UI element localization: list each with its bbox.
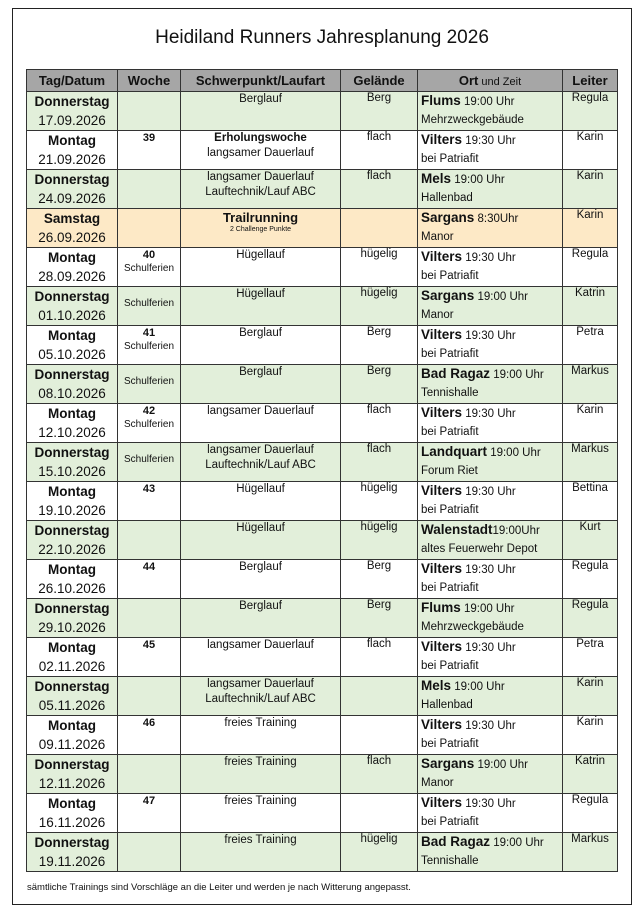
header-terrain: Gelände [341,70,418,92]
cell-week [118,833,181,872]
week-number: 45 [142,639,156,651]
cell-date [27,326,118,365]
venue: bei Patriafit [421,270,479,282]
week-number: 47 [142,795,156,807]
cell-focus [181,404,341,443]
city: Bad Ragaz [421,366,491,381]
table-row [27,92,618,131]
date: 28.09.2026 [38,269,106,284]
table-row [27,443,618,482]
cell-place [418,365,563,404]
cell-date [27,443,118,482]
header-place-main: Ort [458,73,479,88]
cell-terrain: hügelig [341,287,418,326]
cell-terrain: flach [341,131,418,170]
time: 19:30 Uhr [462,642,516,654]
cell-week [118,170,181,209]
date: 17.09.2026 [38,113,106,128]
venue: Mehrzweckgebäude [421,621,524,633]
cell-leader: Karin [563,209,618,248]
time: 19:00 Uhr [490,369,544,381]
week-number: 43 [142,483,156,495]
city: Vilters [421,327,463,342]
cell-leader: Markus [563,365,618,404]
venue: Hallenbad [421,192,473,204]
city: Mels [421,678,452,693]
schedule-table [26,69,618,872]
cell-leader: Bettina [563,482,618,521]
cell-date [27,794,118,833]
table-row [27,833,618,872]
venue: altes Feuerwehr Depot [421,543,538,555]
cell-terrain: Berg [341,326,418,365]
cell-place [418,92,563,131]
focus-text: Hügellauf [236,522,285,534]
venue: bei Patriafit [421,153,479,165]
cell-terrain: flach [341,170,418,209]
cell-place [418,599,563,638]
table-row [27,482,618,521]
focus-text: Hügellauf [236,288,285,300]
cell-terrain: Berg [341,92,418,131]
cell-leader: Markus [563,443,618,482]
cell-leader: Katrin [563,755,618,794]
venue: bei Patriafit [421,582,479,594]
cell-date [27,482,118,521]
cell-place [418,248,563,287]
weekday: Montag [48,406,96,421]
cell-focus [181,92,341,131]
city: Bad Ragaz [421,834,491,849]
cell-week [118,365,181,404]
focus-text: langsamer Dauerlauf [207,639,314,651]
holiday-note: Schulferien [123,419,175,430]
cell-date [27,521,118,560]
cell-place [418,794,563,833]
time: 19:00 Uhr [474,291,528,303]
weekday: Montag [48,133,96,148]
cell-leader: Katrin [563,287,618,326]
cell-place [418,326,563,365]
cell-date [27,365,118,404]
cell-focus [181,521,341,560]
table-row [27,287,618,326]
focus-text: langsamer Dauerlauf Lauftechnik/Lauf ABC [205,171,316,198]
cell-focus [181,833,341,872]
time: 19:00 Uhr [451,174,505,186]
focus-subnote: 2 Challenge Punkte [229,226,292,233]
weekday: Montag [48,562,96,577]
focus-text: Hügellauf [236,249,285,261]
cell-week [118,716,181,755]
document-page [12,8,632,905]
focus-text: Berglauf [239,93,282,105]
cell-place [418,677,563,716]
focus-text: langsamer Dauerlauf [207,147,314,159]
cell-terrain [341,716,418,755]
holiday-note: Schulferien [123,263,175,274]
venue: bei Patriafit [421,816,479,828]
cell-terrain: flach [341,404,418,443]
cell-date [27,209,118,248]
cell-place [418,560,563,599]
weekday: Donnerstag [34,757,110,772]
focus-text: Hügellauf [236,483,285,495]
time: 8:30Uhr [474,213,519,225]
cell-focus [181,131,341,170]
focus-text: Trailrunning [222,210,299,225]
weekday: Donnerstag [34,445,110,460]
cell-week [118,638,181,677]
cell-terrain: Berg [341,599,418,638]
table-row [27,209,618,248]
table-row [27,248,618,287]
cell-week [118,404,181,443]
venue: bei Patriafit [421,348,479,360]
cell-focus [181,755,341,794]
cell-leader: Markus [563,833,618,872]
cell-week [118,287,181,326]
cell-terrain: flach [341,443,418,482]
cell-date [27,287,118,326]
focus-text: freies Training [224,795,297,807]
venue: Manor [421,777,454,789]
cell-place [418,482,563,521]
header-week: Woche [118,70,181,92]
weekday: Samstag [43,211,101,226]
venue: Forum Riet [421,465,478,477]
focus-text: langsamer Dauerlauf [207,405,314,417]
city: Flums [421,93,461,108]
header-focus: Schwerpunkt/Laufart [181,70,341,92]
cell-terrain: Berg [341,365,418,404]
weekday: Donnerstag [34,94,110,109]
focus-text: freies Training [224,834,297,846]
cell-date [27,170,118,209]
header-place [418,70,563,92]
venue: Hallenbad [421,699,473,711]
city: Vilters [421,483,463,498]
cell-week [118,521,181,560]
date: 29.10.2026 [38,620,106,635]
cell-place [418,716,563,755]
holiday-note: Schulferien [123,376,175,387]
cell-leader: Karin [563,170,618,209]
time: 19:30 Uhr [462,720,516,732]
city: Vilters [421,795,463,810]
table-body [27,92,618,872]
weekday: Donnerstag [34,523,110,538]
time: 19:30 Uhr [462,564,516,576]
city: Vilters [421,132,463,147]
cell-focus [181,638,341,677]
cell-date [27,560,118,599]
date: 15.10.2026 [38,464,106,479]
cell-place [418,755,563,794]
cell-leader: Regula [563,92,618,131]
cell-leader: Karin [563,677,618,716]
focus-text: Berglauf [239,561,282,573]
focus-text: langsamer Dauerlauf Lauftechnik/Lauf ABC [205,444,316,471]
cell-terrain: hügelig [341,521,418,560]
table-row [27,404,618,443]
date: 19.10.2026 [38,503,106,518]
weekday: Montag [48,796,96,811]
header-place-suffix: und Zeit [478,76,522,88]
time: 19:30 Uhr [462,252,516,264]
cell-focus [181,287,341,326]
table-row [27,521,618,560]
cell-focus [181,170,341,209]
date: 19.11.2026 [38,854,106,869]
weekday: Montag [48,250,96,265]
focus-text: freies Training [224,756,297,768]
cell-date [27,677,118,716]
date: 22.10.2026 [38,542,106,557]
cell-leader: Kurt [563,521,618,560]
cell-week [118,755,181,794]
weekday: Donnerstag [34,289,110,304]
header-leader: Leiter [563,70,618,92]
week-number: 44 [142,561,156,573]
focus-text: freies Training [224,717,297,729]
cell-leader: Karin [563,404,618,443]
cell-date [27,833,118,872]
cell-place [418,131,563,170]
focus-highlight: Erholungswoche [214,132,307,144]
cell-date [27,638,118,677]
date: 16.11.2026 [38,815,106,830]
city: Mels [421,171,452,186]
date: 12.10.2026 [38,425,106,440]
cell-leader: Regula [563,794,618,833]
cell-week [118,677,181,716]
focus-text: langsamer Dauerlauf Lauftechnik/Lauf ABC [205,678,316,705]
date: 01.10.2026 [38,308,106,323]
date: 05.11.2026 [38,698,106,713]
table-row [27,755,618,794]
venue: bei Patriafit [421,426,479,438]
venue: bei Patriafit [421,504,479,516]
table-row [27,677,618,716]
cell-week [118,794,181,833]
date: 05.10.2026 [38,347,106,362]
table-row [27,638,618,677]
date: 02.11.2026 [38,659,106,674]
focus-text: Berglauf [239,366,282,378]
table-row [27,560,618,599]
cell-focus [181,443,341,482]
focus-text: Berglauf [239,327,282,339]
cell-terrain: hügelig [341,482,418,521]
footer-note: sämtliche Trainings sind Vorschläge an die Leiter und werden je nach Witterung angepasst. [27,882,411,893]
cell-place [418,443,563,482]
cell-date [27,716,118,755]
cell-focus [181,794,341,833]
time: 19:00 Uhr [474,759,528,771]
weekday: Montag [48,718,96,733]
date: 24.09.2026 [38,191,106,206]
cell-place [418,521,563,560]
cell-date [27,599,118,638]
table-row [27,716,618,755]
week-number: 42 [142,405,156,417]
table-row [27,599,618,638]
weekday: Donnerstag [34,835,110,850]
weekday: Donnerstag [34,367,110,382]
cell-date [27,92,118,131]
city: Vilters [421,639,463,654]
weekday: Montag [48,328,96,343]
time: 19:30 Uhr [462,408,516,420]
table-row [27,326,618,365]
cell-place [418,404,563,443]
cell-terrain: hügelig [341,833,418,872]
venue: Manor [421,231,454,243]
cell-terrain: flach [341,755,418,794]
cell-leader: Regula [563,248,618,287]
time: 19:00 Uhr [487,447,541,459]
cell-week [118,599,181,638]
city: Sargans [421,756,475,771]
table-header-row [27,70,618,92]
holiday-note: Schulferien [123,341,175,352]
time: 19:00Uhr [492,525,540,537]
venue: Tennishalle [421,387,479,399]
time: 19:30 Uhr [462,798,516,810]
cell-week [118,326,181,365]
city: Sargans [421,210,475,225]
cell-terrain: Berg [341,560,418,599]
date: 12.11.2026 [38,776,106,791]
cell-week [118,248,181,287]
cell-leader: Petra [563,638,618,677]
time: 19:30 Uhr [462,330,516,342]
table-row [27,794,618,833]
time: 19:00 Uhr [490,837,544,849]
cell-date [27,404,118,443]
table-row [27,170,618,209]
cell-leader: Regula [563,560,618,599]
cell-terrain [341,209,418,248]
date: 09.11.2026 [38,737,106,752]
time: 19:00 Uhr [460,603,515,615]
week-number: 46 [142,717,156,729]
time: 19:30 Uhr [462,135,516,147]
cell-week [118,209,181,248]
cell-place [418,833,563,872]
weekday: Montag [48,640,96,655]
week-number: 39 [142,132,156,144]
date: 26.10.2026 [38,581,106,596]
weekday: Donnerstag [34,172,110,187]
cell-terrain: flach [341,638,418,677]
city: Landquart [421,444,487,459]
cell-week [118,443,181,482]
venue: Mehrzweckgebäude [421,114,524,126]
venue: bei Patriafit [421,738,479,750]
cell-leader: Karin [563,131,618,170]
cell-date [27,248,118,287]
city: Vilters [421,561,463,576]
cell-focus [181,365,341,404]
cell-focus [181,209,341,248]
cell-week [118,131,181,170]
city: Vilters [421,405,463,420]
week-number: 40 [142,249,156,261]
cell-place [418,287,563,326]
cell-focus [181,716,341,755]
time: 19:00 Uhr [460,96,515,108]
weekday: Donnerstag [34,679,110,694]
table-row [27,131,618,170]
date: 26.09.2026 [38,230,106,245]
city: Flums [421,600,461,615]
city: Vilters [421,249,463,264]
cell-place [418,209,563,248]
cell-date [27,755,118,794]
cell-date [27,131,118,170]
cell-leader: Regula [563,599,618,638]
venue: Manor [421,309,454,321]
cell-focus [181,326,341,365]
time: 19:30 Uhr [462,486,516,498]
cell-leader: Karin [563,716,618,755]
table-row [27,365,618,404]
cell-place [418,170,563,209]
cell-terrain [341,794,418,833]
cell-focus [181,482,341,521]
cell-leader: Petra [563,326,618,365]
cell-terrain: hügelig [341,248,418,287]
date: 08.10.2026 [38,386,106,401]
cell-week [118,560,181,599]
cell-week [118,92,181,131]
city: Vilters [421,717,463,732]
date: 21.09.2026 [38,152,106,167]
weekday: Montag [48,484,96,499]
time: 19:00 Uhr [451,681,505,693]
week-number: 41 [142,327,156,339]
header-date: Tag/Datum [27,70,118,92]
cell-focus [181,248,341,287]
city: Sargans [421,288,475,303]
page-title: Heidiland Runners Jahresplanung 2026 [155,27,489,48]
holiday-note: Schulferien [123,298,175,309]
venue: bei Patriafit [421,660,479,672]
venue: Tennishalle [421,855,479,867]
cell-focus [181,599,341,638]
holiday-note: Schulferien [123,454,175,465]
cell-week [118,482,181,521]
weekday: Donnerstag [34,601,110,616]
cell-place [418,638,563,677]
city: Walenstadt [421,522,493,537]
cell-focus [181,560,341,599]
cell-focus [181,677,341,716]
cell-terrain [341,677,418,716]
focus-text: Berglauf [239,600,282,612]
